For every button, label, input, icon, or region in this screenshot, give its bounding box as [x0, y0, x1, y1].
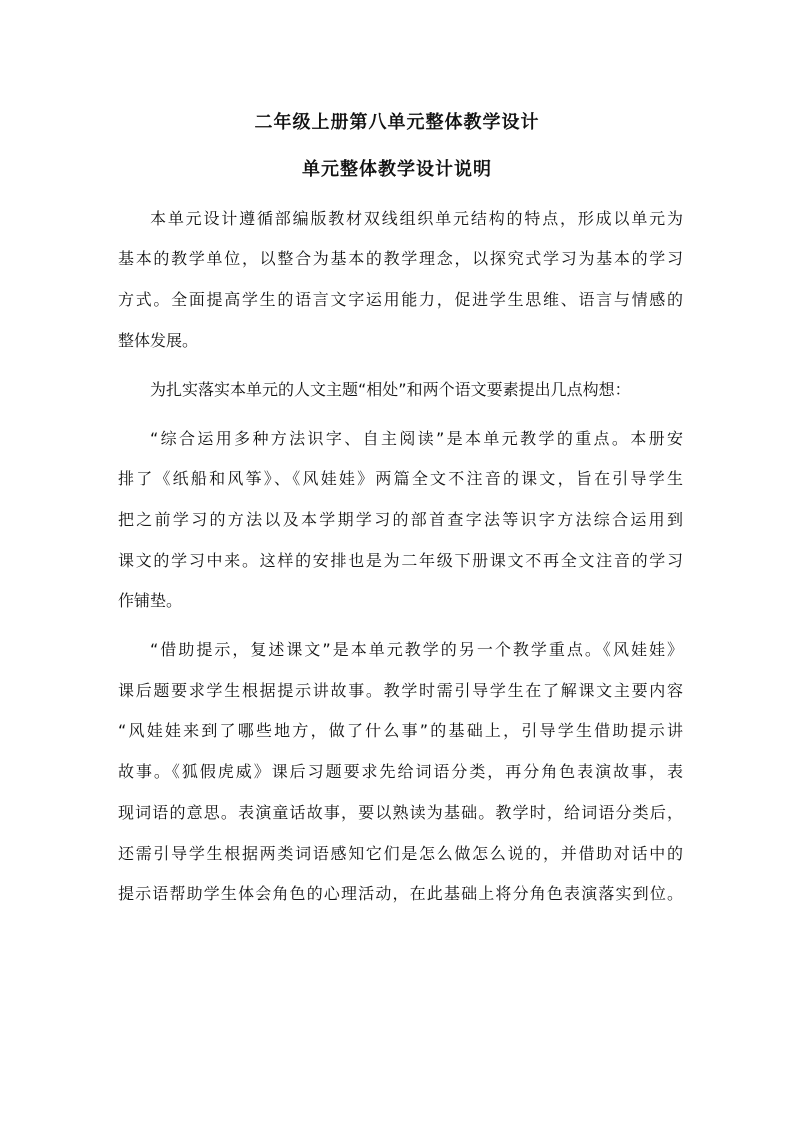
paragraph-line: 基本的教学单位，以整合为基本的教学理念，以探究式学习为基本的学习	[118, 249, 683, 268]
paragraph-line: 整体发展。	[118, 331, 199, 350]
document-title: 二年级上册第八单元整体教学设计	[254, 112, 540, 133]
paragraph-line: 课文的学习中来。这样的安排也是为二年级下册课文不再全文注音的学习	[118, 551, 683, 570]
paragraph-line: “借助提示，复述课文”是本单元教学的另一个教学重点。《风娃娃》	[150, 640, 683, 659]
paragraph-line: 把之前学习的方法以及本学期学习的部首查字法等识字方法综合运用到	[118, 510, 683, 529]
paragraph-line: 现词语的意思。表演童话故事，要以熟读为基础。教学时，给词语分类后，	[118, 803, 683, 822]
paragraph-line: 提示语帮助学生体会角色的心理活动，在此基础上将分角色表演落实到位。	[118, 884, 683, 903]
paragraph-line: 课后题要求学生根据提示讲故事。教学时需引导学生在了解课文主要内容	[118, 681, 683, 700]
paragraph-line: 为扎实落实本单元的人文主题“相处”和两个语文要素提出几点构想：	[150, 380, 631, 399]
paragraph-line: 故事。《狐假虎威》课后习题要求先给词语分类，再分角色表演故事，表	[118, 762, 683, 781]
paragraph-line: 方式。全面提高学生的语言文字运用能力，促进学生思维、语言与情感的	[118, 290, 683, 309]
paragraph-line: “综合运用多种方法识字、自主阅读”是本单元教学的重点。本册安	[150, 429, 683, 448]
paragraph-line: “风娃娃来到了哪些地方，做了什么事”的基础上，引导学生借助提示讲	[118, 721, 683, 740]
section-subtitle: 单元整体教学设计说明	[302, 159, 492, 180]
paragraph-line: 排了《纸船和风筝》、《风娃娃》两篇全文不注音的课文，旨在引导学生	[118, 469, 683, 488]
paragraph-line: 作铺垫。	[118, 591, 183, 610]
paragraph-line: 还需引导学生根据两类词语感知它们是怎么做怎么说的，并借助对话中的	[118, 844, 683, 863]
paragraph-line: 本单元设计遵循部编版教材双线组织单元结构的特点，形成以单元为	[150, 209, 683, 228]
